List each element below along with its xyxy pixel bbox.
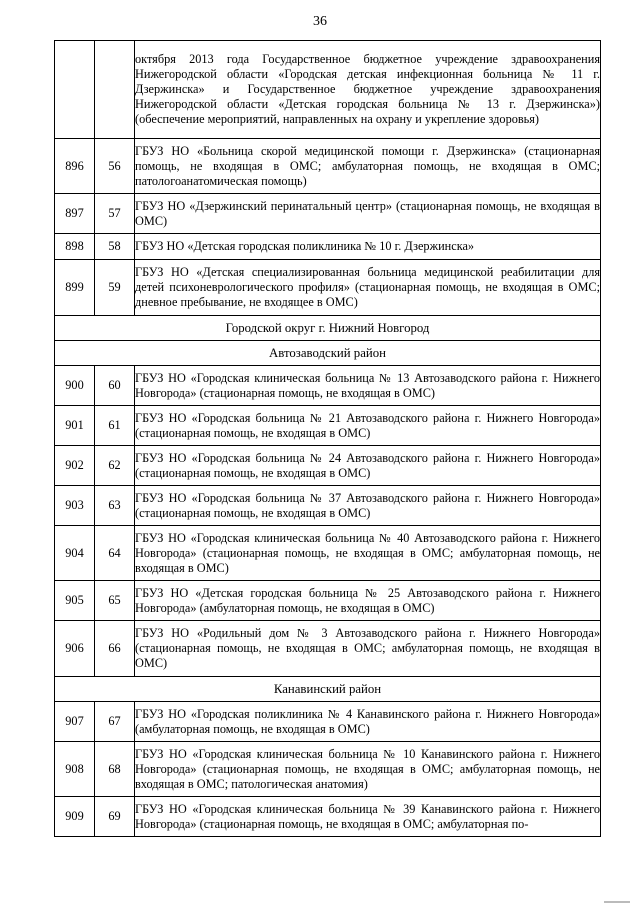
row-index — [55, 41, 95, 139]
row-description: ГБУЗ НО «Городская клиническая больница № 13 Автозаводского района г. Нижнего Новгорода» (стационарная помощь, не входящая в ОМС) — [135, 366, 601, 406]
row-index: 909 — [55, 797, 95, 837]
table-row — [55, 41, 601, 139]
row-index: 897 — [55, 194, 95, 234]
row-sub-index: 63 — [95, 486, 135, 526]
row-sub-index: 62 — [95, 446, 135, 486]
row-index: 898 — [55, 234, 95, 260]
row-sub-index — [95, 41, 135, 139]
table-row — [55, 194, 601, 234]
table-row — [55, 234, 601, 260]
section-header-row — [55, 316, 601, 341]
table-row — [55, 702, 601, 742]
section-title: Канавинский район — [55, 677, 601, 702]
table-row — [55, 581, 601, 621]
row-sub-index: 59 — [95, 260, 135, 316]
section-header-row — [55, 677, 601, 702]
table-row — [55, 621, 601, 677]
row-index: 899 — [55, 260, 95, 316]
registry-table — [54, 40, 601, 837]
table-row — [55, 486, 601, 526]
row-sub-index: 58 — [95, 234, 135, 260]
table-row — [55, 260, 601, 316]
row-index: 896 — [55, 139, 95, 194]
row-sub-index: 68 — [95, 742, 135, 797]
row-sub-index: 64 — [95, 526, 135, 581]
row-description: ГБУЗ НО «Городская клиническая больница № 39 Канавинского района г. Нижнего Новгорода» (стационарная помощь, не входящая в ОМС; амбулаторная по- — [135, 797, 601, 837]
section-title: Городской округ г. Нижний Новгород — [55, 316, 601, 341]
table-row — [55, 797, 601, 837]
row-description: ГБУЗ НО «Городская клиническая больница № 10 Канавинского района г. Нижнего Новгорода» (стационарная помощь, не входящая в ОМС; амбулаторная помощь, не входящая в ОМС; патологическая анатомия) — [135, 742, 601, 797]
row-description: ГБУЗ НО «Городская поликлиника № 4 Канавинского района г. Нижнего Новгорода» (амбулаторная помощь, не входящая в ОМС) — [135, 702, 601, 742]
row-sub-index: 66 — [95, 621, 135, 677]
row-index: 901 — [55, 406, 95, 446]
table-row — [55, 139, 601, 194]
row-sub-index: 57 — [95, 194, 135, 234]
table-row — [55, 526, 601, 581]
row-sub-index: 69 — [95, 797, 135, 837]
row-description: ГБУЗ НО «Городская больница № 21 Автозаводского района г. Нижнего Новгорода» (стационарная помощь, не входящая в ОМС) — [135, 406, 601, 446]
row-index: 904 — [55, 526, 95, 581]
row-sub-index: 67 — [95, 702, 135, 742]
row-sub-index: 56 — [95, 139, 135, 194]
row-description: октября 2013 года Государственное бюджетное учреждение здравоохранения Нижегородской области «Городская детская инфекционная больница № 11 г. Дзержинска» и Государственное бюджетное учреждение здравоохранения Нижегородской области «Детская городская больница № 13 г. Дзержинска») (обеспечение мероприятий, направленных на охрану и укрепление здоровья) — [135, 41, 601, 139]
row-index: 905 — [55, 581, 95, 621]
row-sub-index: 65 — [95, 581, 135, 621]
row-index: 900 — [55, 366, 95, 406]
page-number: 36 — [313, 14, 327, 29]
row-description: ГБУЗ НО «Детская городская больница № 25 Автозаводского района г. Нижнего Новгорода» (амбулаторная помощь, не входящая в ОМС) — [135, 581, 601, 621]
row-description: ГБУЗ НО «Больница скорой медицинской помощи г. Дзержинска» (стационарная помощь, не входящая в ОМС; амбулаторная помощь, не входящая в ОМС; патологоанатомическая помощь) — [135, 139, 601, 194]
row-description: ГБУЗ НО «Городская клиническая больница № 40 Автозаводского района г. Нижнего Новгорода» (стационарная помощь, не входящая в ОМС; амбулаторная помощь, не входящая в ОМС) — [135, 526, 601, 581]
table-row — [55, 406, 601, 446]
row-index: 903 — [55, 486, 95, 526]
row-sub-index: 61 — [95, 406, 135, 446]
table-row — [55, 366, 601, 406]
row-description: ГБУЗ НО «Детская специализированная больница медицинской реабилитации для детей психоневрологического профиля» (стационарная помощь, не входящая в ОМС; дневное пребывание, не входящее в ОМС) — [135, 260, 601, 316]
scan-artifact — [604, 901, 630, 903]
row-sub-index: 60 — [95, 366, 135, 406]
row-index: 906 — [55, 621, 95, 677]
row-description: ГБУЗ НО «Родильный дом № 3 Автозаводского района г. Нижнего Новгорода» (стационарная помощь, не входящая в ОМС; амбулаторная помощь, не входящая в ОМС) — [135, 621, 601, 677]
table-row — [55, 742, 601, 797]
row-description: ГБУЗ НО «Дзержинский перинатальный центр» (стационарная помощь, не входящая в ОМС) — [135, 194, 601, 234]
row-index: 908 — [55, 742, 95, 797]
row-description: ГБУЗ НО «Городская больница № 24 Автозаводского района г. Нижнего Новгорода» (стационарная помощь, не входящая в ОМС) — [135, 446, 601, 486]
row-index: 907 — [55, 702, 95, 742]
row-index: 902 — [55, 446, 95, 486]
row-description: ГБУЗ НО «Детская городская поликлиника № 10 г. Дзержинска» — [135, 234, 601, 260]
section-header-row — [55, 341, 601, 366]
table-row — [55, 446, 601, 486]
section-title: Автозаводский район — [55, 341, 601, 366]
row-description: ГБУЗ НО «Городская больница № 37 Автозаводского района г. Нижнего Новгорода» (стационарная помощь, не входящая в ОМС) — [135, 486, 601, 526]
